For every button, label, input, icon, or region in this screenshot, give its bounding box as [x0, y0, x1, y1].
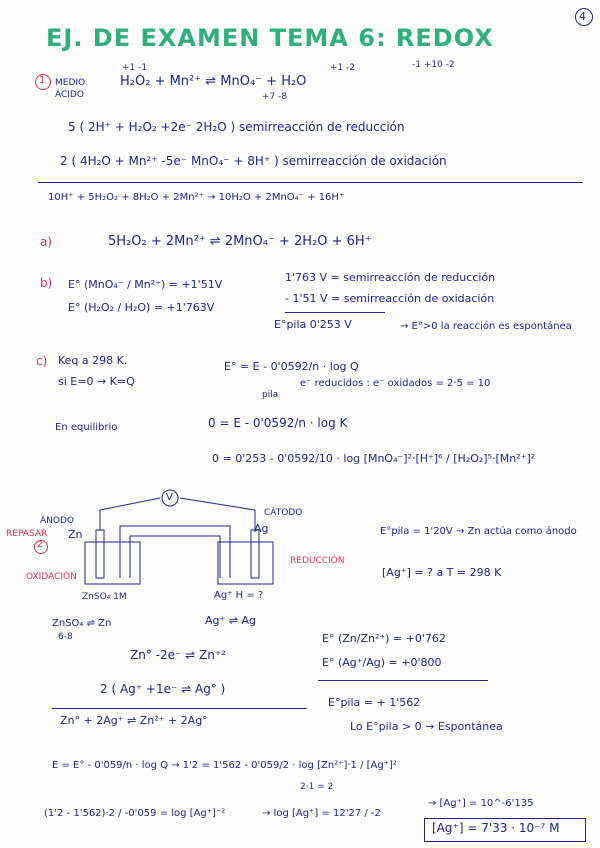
- final-result: [Ag⁺] = 7'33 · 10⁻⁷ M: [432, 821, 560, 835]
- ox-states-right: +1 -2: [330, 63, 356, 73]
- ag-couple: Ag⁺ ⇌ Ag: [205, 614, 257, 627]
- part-a-label: a): [40, 235, 53, 249]
- oxidation-potential-line: - 1'51 V = semirreacción de oxidación: [285, 292, 495, 305]
- repasar-label: REPASAR: [6, 529, 48, 539]
- acido-label: ÁCIDO: [55, 90, 84, 100]
- salt-bridge-outer: [120, 526, 230, 578]
- part-a-equation: 5H₂O₂ + 2Mn²⁺ ⇌ 2MnO₄⁻ + 2H₂O + 6H⁺: [108, 234, 372, 249]
- log-step-3: → [Ag⁺] = 10^-6'135: [428, 798, 534, 809]
- wire-right: [180, 498, 255, 510]
- keq-heading: Keq a 298 K.: [58, 354, 128, 367]
- ag-electrode: [251, 530, 259, 578]
- oxidation-half-reaction: 2 ( 4H₂O + Mn²⁺ -5e⁻ MnO₄⁻ + 8H⁺ ) semirreacción de oxidación: [60, 154, 447, 168]
- ag-electrode-label: Ag: [254, 522, 269, 535]
- reduction-label: REDUCCIÓN: [290, 556, 345, 566]
- nernst-application: E = E° - 0'059/n · log Q → 1'2 = 1'562 - 0'059/2 · log [Zn²⁺]·1 / [Ag⁺]²: [52, 760, 397, 771]
- ox-states-top: +1 -1: [122, 63, 148, 73]
- log-step-2: → log [Ag⁺] = 12'27 / -2: [262, 808, 381, 819]
- ag-concentration-unknown: [Ag⁺] = ? a T = 298 K: [382, 566, 502, 579]
- subtraction-rule: [285, 312, 385, 313]
- page-number-circle: [575, 8, 593, 26]
- equilibrium-label: En equilibrio: [55, 422, 118, 433]
- spontaneous-note: Lo E°pila > 0 → Espontánea: [350, 720, 503, 733]
- e-h2o2-h2o: E° (H₂O₂ / H₂O) = +1'763V: [68, 301, 215, 314]
- zn-half-reaction: Zn° -2e⁻ ⇌ Zn⁺²: [130, 648, 226, 662]
- zn-couple: ZnSO₄ ⇌ Zn: [52, 618, 112, 629]
- keq-condition: si E=0 → K=Q: [58, 375, 135, 388]
- sum-divider: [38, 182, 583, 183]
- salt-bridge-inner: [130, 536, 220, 578]
- voltmeter-label: V: [166, 492, 173, 503]
- equilibrium-equation-1: 0 = E - 0'0592/n · log K: [208, 416, 348, 430]
- page-number: 4: [579, 10, 586, 23]
- nernst-equation: E° = E - 0'0592/n · log Q: [224, 360, 359, 373]
- ox-states-bottom: +7 -8: [262, 92, 288, 102]
- log-step-1: (1'2 - 1'562)·2 / -0'059 = log [Ag⁺]⁻²: [44, 808, 226, 819]
- reduction-half-reaction: 5 ( 2H⁺ + H₂O₂ +2e⁻ 2H₂O ) semirreacción de reducción: [68, 120, 405, 134]
- ag-beaker: [218, 542, 273, 584]
- e-zn-zn2: E° (Zn/Zn²⁺) = +0'762: [322, 632, 446, 645]
- zn-beaker: [85, 542, 140, 584]
- oxidation-label: OXIDACIÓN: [26, 572, 77, 582]
- sum-equation: 10H⁺ + 5H₂O₂ + 8H₂O + 2Mn²⁺ → 10H₂O + 2MnO₄⁻ + 16H⁺: [48, 192, 345, 203]
- half-reaction-sum-rule: [52, 708, 307, 709]
- medio-label: MEDIO: [55, 78, 86, 88]
- ag-half-reaction: 2 ( Ag⁺ +1e⁻ ⇌ Ag° ): [100, 682, 226, 696]
- epila-given: E°pila = 1'20V → Zn actúa como ánodo: [380, 526, 577, 537]
- electron-count-note: e⁻ reducidos : e⁻ oxidados = 2·5 = 10: [300, 378, 491, 389]
- page-title: EJ. DE EXAMEN TEMA 6: REDOX: [46, 24, 494, 52]
- part-b-label: b): [40, 276, 53, 290]
- znso4-solution-label: ZnSO₄ 1M: [82, 592, 127, 602]
- galvanic-cell-diagram: [70, 490, 290, 600]
- anode-label: ÁNODO: [40, 516, 74, 526]
- problem-tag: 6-8: [58, 632, 73, 642]
- e-mno4-mn: E° (MnO₄⁻ / Mn²⁺) = +1'51V: [68, 278, 223, 291]
- pila-label: pila: [262, 390, 279, 400]
- epila-value: E°pila 0'253 V: [274, 318, 352, 331]
- spontaneity-conclusion: → E°>0 la reacción es espontánea: [400, 321, 572, 332]
- ex1-equation: H₂O₂ + Mn²⁺ ⇌ MnO₄⁻ + H₂O: [120, 74, 307, 89]
- nernst-n-note: 2·1 = 2: [300, 782, 334, 792]
- e-ag-ag: E° (Ag⁺/Ag) = +0'800: [322, 656, 442, 669]
- cathode-label: CÁTODO: [264, 508, 303, 518]
- epila-rule: [318, 680, 488, 681]
- ox-states-far: -1 +10 -2: [412, 60, 455, 70]
- exercise-2-marker: 2: [37, 540, 43, 550]
- epila-computed: E°pila = + 1'562: [328, 696, 421, 709]
- total-reaction: Zn° + 2Ag⁺ ⇌ Zn²⁺ + 2Ag°: [60, 714, 208, 727]
- zn-electrode: [96, 530, 104, 578]
- exercise-1-marker: 1: [39, 75, 46, 86]
- wire-left: [100, 498, 160, 510]
- zn-electrode-label: Zn: [68, 528, 83, 541]
- equilibrium-equation-2: 0 = 0'253 - 0'0592/10 · log [MnO₄⁻]²·[H⁺]⁶ / [H₂O₂]⁵·[Mn²⁺]²: [212, 452, 536, 465]
- part-c-label: c): [36, 354, 48, 368]
- ag-solution-label: Ag⁺ H = ?: [214, 590, 264, 601]
- reduction-potential-line: 1'763 V = semirreacción de reducción: [285, 271, 496, 284]
